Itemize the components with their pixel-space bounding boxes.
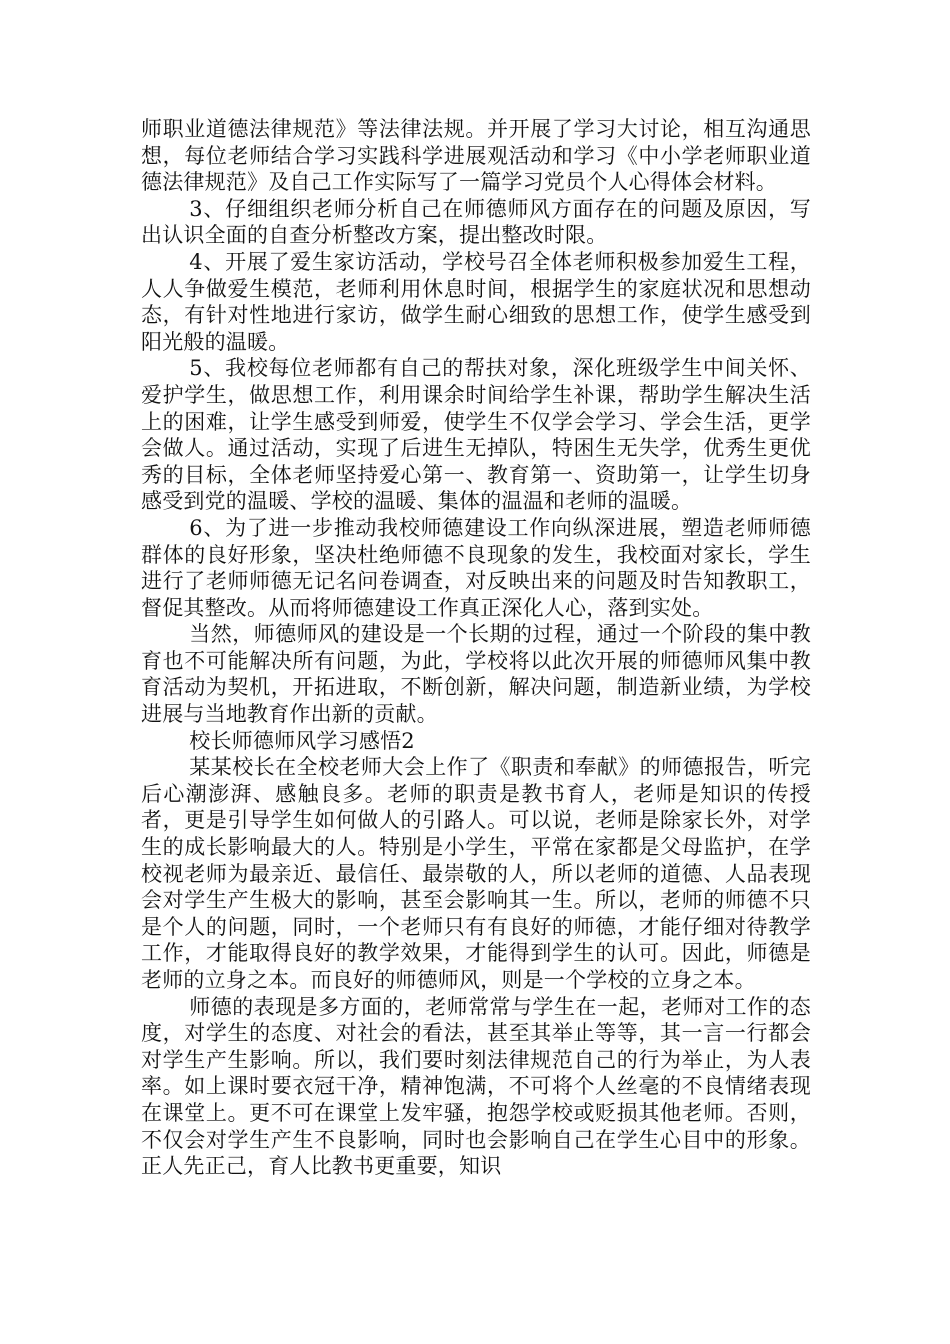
paragraph-item-4: 4、开展了爱生家访活动，学校号召全体老师积极参加爱生工程，人人争做爱生模范，老师利用休息时间，根据学生的家庭状况和思想动态，有针对性地进行家访，做学生耐心细致的思想工作，使学生感受到阳光般的温暖。	[141, 249, 811, 354]
paragraph-continued: 师职业道德法律规范》等法律法规。并开展了学习大讨论，相互沟通思想，每位老师结合学习实践科学进展观活动和学习《中小学老师职业道德法律规范》及自己工作实际写了一篇学习党员个人心得体会材料。	[141, 117, 811, 195]
paragraph-conclusion: 当然，师德师风的建设是一个长期的过程，通过一个阶段的集中教育也不可能解决所有问题，为此，学校将以此次开展的师德师风集中教育活动为契机，开拓进取，不断创新，解决问题，制造新业绩，为学校进展与当地教育作出新的贡献。	[141, 622, 811, 727]
paragraph-item-3: 3、仔细组织老师分析自己在师德师风方面存在的问题及原因，写出认识全面的自查分析整改方案，提出整改时限。	[141, 196, 811, 248]
paragraph-item-6: 6、为了进一步推动我校师德建设工作向纵深进展，塑造老师师德群体的良好形象，坚决杜绝师德不良现象的发生，我校面对家长，学生进行了老师师德无记名问卷调查，对反映出来的问题及时告知教职工，督促其整改。从而将师德建设工作真正深化人心，落到实处。	[141, 515, 811, 620]
paragraph-report: 某某校长在全校老师大会上作了《职责和奉献》的师德报告，听完后心潮澎湃、感触良多。老师的职责是教书育人，老师是知识的传授者，更是引导学生如何做人的引路人。可以说，老师是除家长外，对学生的成长影响最大的人。特别是小学生，平常在家都是父母监护，在学校视老师为最亲近、最信任、最崇敬的人，所以老师的道德、人品表现会对学生产生极大的影响，甚至会影响其一生。所以，老师的师德不只是个人的问题，同时，一个老师只有有良好的师德，才能仔细对待教学工作，才能取得良好的教学效果，才能得到学生的认可。因此，师德是老师的立身之本。而良好的师德师风，则是一个学校的立身之本。	[141, 755, 811, 992]
document-body	[141, 116, 811, 1180]
paragraph-item-5: 5、我校每位老师都有自己的帮扶对象，深化班级学生中间关怀、爱护学生，做思想工作，利用课余时间给学生补课，帮助学生解决生活上的困难，让学生感受到师爱，使学生不仅学会学习、学会生活，更学会做人。通过活动，实现了后进生无掉队，特困生无失学，优秀生更优秀的目标，全体老师坚持爱心第一、教育第一、资助第一，让学生切身感受到党的温暖、学校的温暖、集体的温温和老师的温暖。	[141, 356, 811, 514]
paragraph-conduct: 师德的表现是多方面的，老师常常与学生在一起，老师对工作的态度，对学生的态度、对社会的看法，甚至其举止等等，其一言一行都会对学生产生影响。所以，我们要时刻法律规范自己的行为举止，为人表率。如上课时要衣冠干净，精神饱满，不可将个人丝毫的不良情绪表现在课堂上。更不可在课堂上发牢骚，抱怨学校或贬损其他老师。否则，不仅会对学生产生不良影响，同时也会影响自己在学生心目中的形象。正人先正己，育人比教书更重要，知识	[141, 994, 811, 1179]
section-heading: 校长师德师风学习感悟2	[189, 728, 415, 753]
